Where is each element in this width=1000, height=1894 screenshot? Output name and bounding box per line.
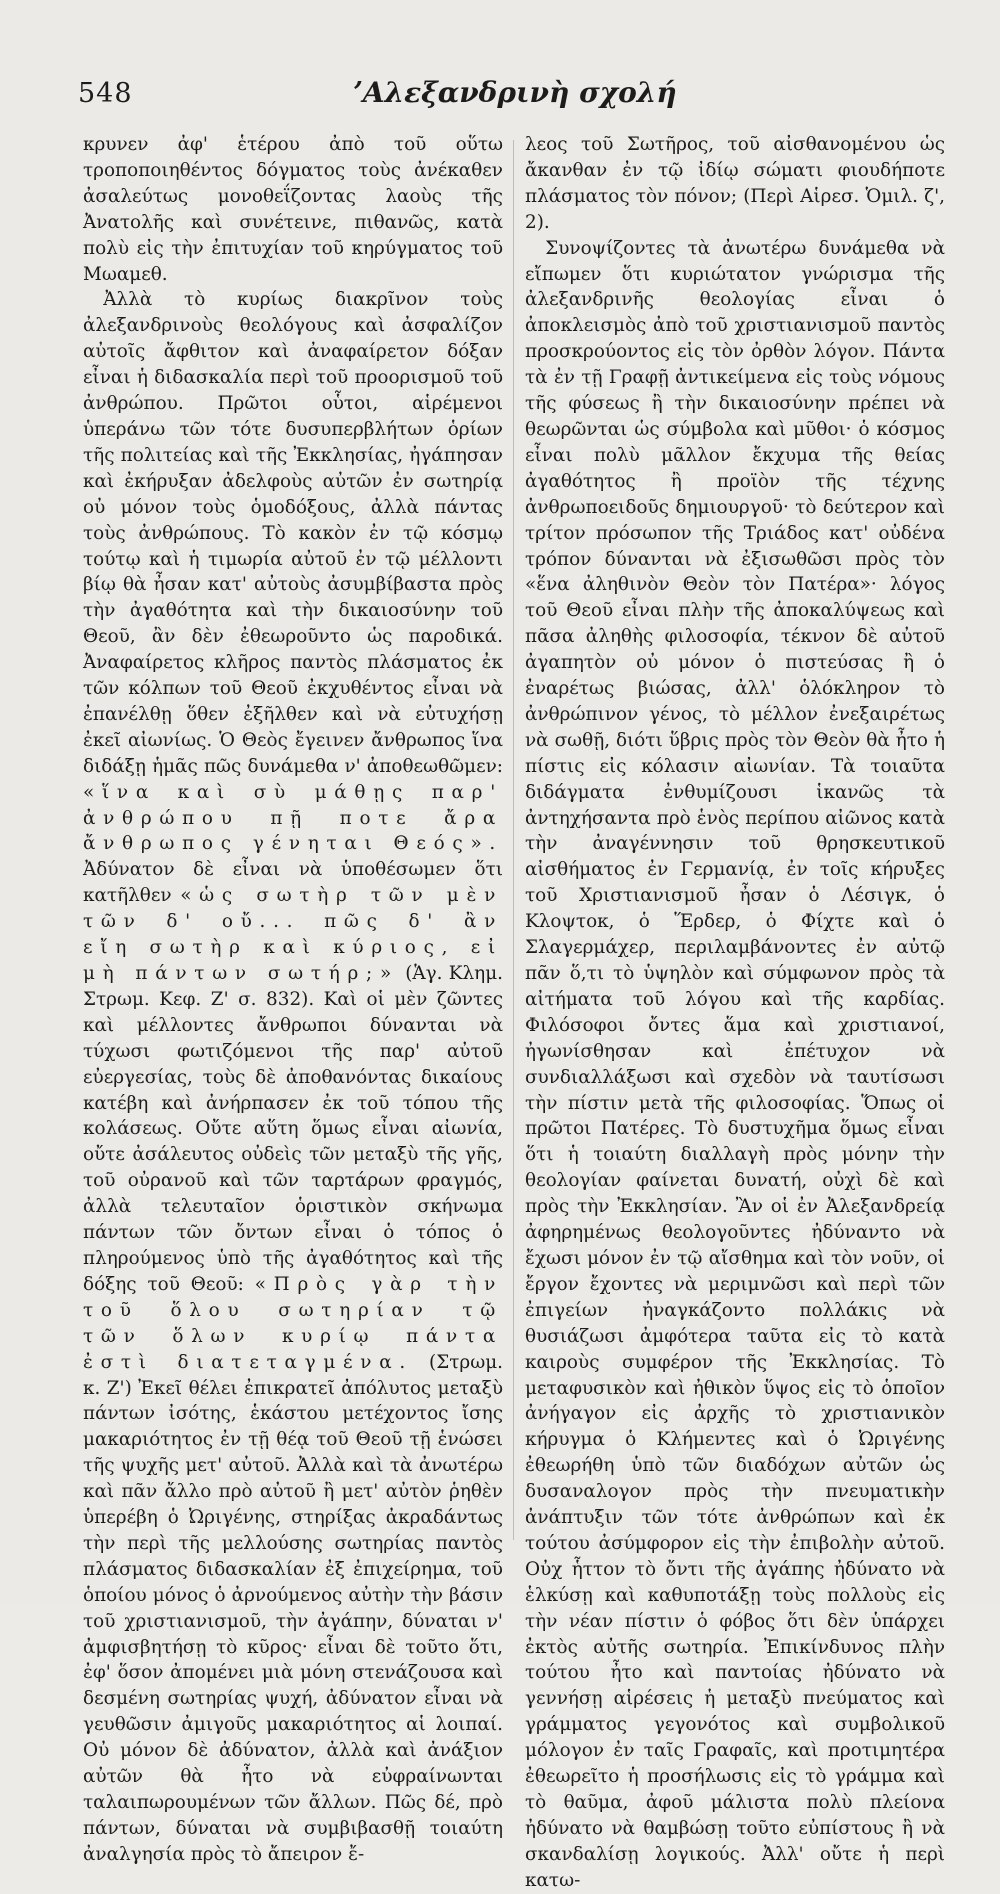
left-paragraph-1: κρυνεν ἀφ' ἑτέρου ἀπὸ τοῦ οὕτω τροποποιηθέντος δόγματος τοὺς ἀνέκαθεν ἀσαλεύτως μονοθεΐζοντας λαοὺς τῆς Ἀνατολῆς καὶ συνέτεινε, πιθανῶς, κατὰ πολὺ εἰς τὴν ἐπιτυχίαν τοῦ κηρύγματος τοῦ Μωαμεθ. bbox=[83, 134, 503, 285]
clement-quote-2: «ὡς σωτὴρ τῶν μὲν τῶν δ' οὔ... πῶς δ' ἂν εἴη σωτὴρ καὶ κύριος, εἰ μὴ πάντων σωτήρ;» bbox=[83, 885, 503, 984]
left-paragraph-2-text-b: Ἀδύνατον δὲ εἶναι νὰ ὑποθέσωμεν ὅτι κατῆλθεν bbox=[83, 859, 503, 907]
left-paragraph-2 bbox=[83, 287, 503, 1867]
clement-quote-3: «Πρὸς γὰρ τὴν τοῦ ὅλου σωτηρίαν τῷ τῶν ὅλων κυρίῳ πάντα ἐστὶ διατεταγμένα. bbox=[83, 1273, 503, 1373]
right-column bbox=[525, 132, 945, 1891]
running-title: ʼΑλεξανδρινὴ σχολή bbox=[353, 76, 677, 109]
page-number: 548 bbox=[78, 78, 133, 109]
right-paragraph-1: λεος τοῦ Σωτῆρος, τοῦ αἰσθανομένου ὡς ἄκανθαν ἐν τῷ ἰδίῳ σώματι φιουδήποτε πλάσματος τὸν πόνον; (Περὶ Αἱρεσ. Ὁμιλ. ζ', 2). bbox=[525, 134, 945, 233]
left-paragraph-2-text-d: (Στρωμ. κ. Ζ') Ἐκεῖ θέλει ἐπικρατεῖ ἀπόλυτος μεταξὺ πάντων ἰσότης, ἑκάστου μετέχοντος ἴσης μακαριότητος ἐν τῇ θέᾳ τοῦ Θεοῦ τῇ ἑνώσει τῆς ψυχῆς μετ' αὐτοῦ. Ἀλλὰ καὶ τὰ ἀνωτέρω καὶ πᾶν ἄλλο πρὸ αὐτοῦ ἢ μετ' αὐτὸν ῥηθὲν ὑπερέβη ὁ Ὠριγένης, στηρίξας ἀκραδάντως τὴν περὶ τῆς μελλούσης σωτηρίας παντὸς πλάσματος διδασκαλίαν ἐξ ἐπιχείρημα, τοῦ ὁποίου μόνος ὁ ἀρνούμενος αὐτὴν τὴν βάσιν τοῦ χριστιανισμοῦ, τὴν ἀγάπην, δύναται ν' ἀμφισβητήσῃ τὸ κῦρος· εἶναι δὲ τοῦτο ὅτι, ἐφ' ὅσον ἀπομένει μιὰ μόνη στενάζουσα καὶ δεσμένη σωτηρίας ψυχή, ἀδύνατον εἶναι νὰ γευθῶσιν ἀμιγοῦς μακαριότητος αἱ λοιπαί. Οὐ μόνον δὲ ἀδύνατον, ἀλλὰ καὶ ἀνάξιον αὐτῶν θὰ ἦτο νὰ εὐφραίνωνται ταλαιπωρουμένων τῶν ἄλλων. Πῶς δέ, πρὸ πάντων, δύναται νὰ συμβιβασθῇ τοιαύτη ἀναλγησία πρὸς τὸ ἄπειρον ἔ- bbox=[83, 1351, 503, 1865]
left-column bbox=[83, 132, 503, 1865]
page-header bbox=[78, 78, 928, 122]
column-divider bbox=[513, 140, 514, 1540]
clement-quote-1: «ἵνα καὶ σὺ μάθῃς παρ' ἀνθρώπου πῇ ποτε ἄρα ἄνθρωπος γένηται Θεός». bbox=[83, 781, 503, 855]
left-paragraph-2-text-a: Ἀλλὰ τὸ κυρίως διακρῖνον τοὺς ἀλεξανδρινοὺς θεολόγους καὶ ἀσφαλίζον αὐτοῖς ἄφθιτον καὶ ἀναφαίρετον δόξαν εἶναι ἡ διδασκαλία περὶ τοῦ προορισμοῦ τοῦ ἀνθρώπου. Πρῶτοι οὗτοι, αἱρέμενοι ὑπεράνω τῶν τότε δυσυπερβλήτων ὁρίων τῆς πολιτείας καὶ τῆς Ἐκκλησίας, ἠγάπησαν καὶ ἐκήρυξαν ἀδελφοὺς αὐτῶν ἐν σωτηρίᾳ οὐ μόνον τοὺς ὁμοδόξους, ἀλλὰ πάντας τοὺς ἀνθρώπους. Τὸ κακὸν ἐν τῷ κόσμῳ τούτῳ καὶ ἡ τιμωρία αὐτοῦ ἐν τῷ μέλλοντι βίῳ θὰ ἦσαν κατ' αὐτοὺς ἀσυμβίβαστα πρὸς τὴν ἀγαθότητα καὶ τὴν δικαιοσύνην τοῦ Θεοῦ, ἂν δὲν ἐθεωροῦντο ὡς παροδικά. Ἀναφαίρετος κλῆρος παντὸς πλάσματος ἐκ τῶν κόλπων τοῦ Θεοῦ ἐκχυθέντος εἶναι νὰ ἐπανέλθῃ ὅθεν ἐξῆλθεν καὶ νὰ εὐτυχήσῃ ἐκεῖ αἰωνίως. Ὁ Θεὸς ἔγεινεν ἄνθρωπος ἵνα διδάξῃ ἡμᾶς πῶς δυνάμεθα ν' ἀποθεωθῶμεν: bbox=[83, 289, 503, 777]
right-paragraph-2: Συνοψίζοντες τὰ ἀνωτέρω δυνάμεθα νὰ εἴπωμεν ὅτι κυριώτατον γνώρισμα τῆς ἀλεξανδρινῆς θεολογίας εἶναι ὁ ἀποκλεισμὸς ἀπὸ τοῦ χριστιανισμοῦ παντὸς προσκρούοντος εἰς τὸν ὀρθὸν λόγον. Πάντα τὰ ἐν τῇ Γραφῇ ἀντικείμενα εἰς τοὺς νόμους τῆς φύσεως ἢ τὴν δικαιοσύνην πρέπει νὰ θεωρῶνται ὡς σύμβολα καὶ μῦθοι· ὁ κόσμος εἶναι πολὺ μᾶλλον ἔκχυμα τῆς θείας ἀγαθότητος ἢ προϊὸν τῆς τέχνης ἀνθρωποειδοῦς δημιουργοῦ· τὸ δεύτερον καὶ τρίτον πρόσωπον τῆς Τριάδος κατ' οὐδένα τρόπον δύνανται νὰ ἐξισωθῶσι πρὸς τὸν «ἕνα ἀληθινὸν Θεὸν τὸν Πατέρα»· λόγος τοῦ Θεοῦ εἶναι πλὴν τῆς ἀποκαλύψεως καὶ πᾶσα ἀληθὴς φιλοσοφία, τέκνον δὲ αὐτοῦ ἀγαπητὸν οὐ μόνον ὁ πιστεύσας ἢ ὁ ἐναρέτως βιώσας, ἀλλ' ὁλόκληρον τὸ ἀνθρώπινον γένος, τὸ μέλλον ἐνεξαιρέτως νὰ σωθῇ, διότι ὕβρις πρὸς τὸν Θεὸν θὰ ἦτο ἡ πίστις εἰς κόλασιν αἰωνίαν. Τὰ τοιαῦτα διδάγματα ἐνθυμίζουσι ἱκανῶς τὰ ἀντηχήσαντα πρὸ ἑνὸς περίπου αἰῶνος κατὰ τὴν ἀναγέννησιν τοῦ θρησκευτικοῦ αἰσθήματος ἐν Γερμανίᾳ, ἐν τοῖς κήρυξες τοῦ Χριστιανισμοῦ ἦσαν ὁ Λέσιγκ, ὁ Κλοψτοκ, ὁ Ἕρδερ, ὁ Φίχτε καὶ ὁ Σλαγερμάχερ, περιλαμβάνοντες ἐν αὐτῷ πᾶν ὅ,τι τὸ ὑψηλὸν καὶ σύμφωνον πρὸς τὰ αἰτήματα τοῦ λόγου καὶ τῆς καρδίας. Φιλόσοφοι ὄντες ἅμα καὶ χριστιανοί, ἠγωνίσθησαν καὶ ἐπέτυχον νὰ συνδιαλλάξωσι καὶ σχεδὸν νὰ ταυτίσωσι τὴν πίστιν μετὰ τῆς φιλοσοφίας. Ὅπως οἱ πρῶτοι Πατέρες. Τὸ δυστυχῆμα ὅμως εἶναι ὅτι ἡ τοιαύτη διαλλαγὴ πρὸς μόνην τὴν θεολογίαν φαίνεται δυνατή, οὐχὶ δὲ καὶ πρὸς τὴν Ἐκκλησίαν. Ἂν οἱ ἐν Ἀλεξανδρείᾳ ἀφηρημένως θεολογοῦντες ἠδύναντο νὰ ἔχωσι μόνον ἐν τῷ αἴσθημα καὶ τὸν νοῦν, οἱ ἔργον ἔχοντες νὰ μεριμνῶσι καὶ περὶ τῶν ἐπιγείων ἠναγκάζοντο πολλάκις νὰ θυσιάζωσι ἀμφότερα ταῦτα εἰς τὸ κατὰ καιροὺς συμφέρον τῆς Ἐκκλησίας. Τὸ μεταφυσικὸν καὶ ἠθικὸν ὕψος εἰς τὸ ὁποῖον ἀνήγαγον εἰς ἀρχῆς τὸ χριστιανικὸν κήρυγμα ὁ Κλήμεντες καὶ ὁ Ὠριγένης ἐθεωρήθη ὑπὸ τῶν διαδόχων αὐτῶν ὡς δυσαναλογον πρὸς τὴν πνευματικὴν ἀνάπτυξιν τῶν τότε ἀνθρώπων καὶ ἐκ τούτου ἀσύμφορον εἰς τὴν ἐπιβολὴν αὐτοῦ. Οὐχ ἧττον τὸ ὄντι τῆς ἀγάπης ἠδύνατο νὰ ἑλκύσῃ καὶ καθυποτάξῃ τοὺς πολλοὺς εἰς τὴν νέαν πίστιν ὁ φόβος ὅτι δὲν ὑπάρχει ἐκτὸς αὐτῆς σωτηρία. Ἐπικίνδυνος πλὴν τούτου ἦτο καὶ παντοίας ἠδύνατο νὰ γεννήσῃ αἱρέσεις ἡ μεταξὺ πνεύματος καὶ γράμματος γεγονότος καὶ συμβολικοῦ μόλογον ἐν ταῖς Γραφαῖς, καὶ προτιμητέρα ἐθεωρεῖτο ἡ προσήλωσις εἰς τὸ γράμμα καὶ τὸ θαῦμα, ἀφοῦ μάλιστα πολὺ πλείονα ἠδύνατο νὰ θαμβώσῃ τοῦτο εὐπίστους ἢ νὰ σκανδαλίσῃ λογικούς. Ἀλλ' οὔτε ἡ περὶ κατω- bbox=[525, 237, 945, 1891]
left-paragraph-2-text-c: (Ἁγ. Κλημ. Στρωμ. Κεφ. Ζ' σ. 832). Καὶ οἱ μὲν ζῶντες καὶ μέλλοντες ἄνθρωποι δύνανται νὰ τύχωσι φωτιζόμενοι τῆς παρ' αὐτοῦ εὐεργεσίας, τοὺς δὲ ἀποθανόντας δικαίους κατέβη καὶ ἀνήρπασεν ἐκ τοῦ τόπου τῆς κολάσεως. Οὔτε αὕτη ὅμως εἶναι αἰωνία, οὔτε ἀσάλευτος οὐδεὶς τῶν μεταξὺ τῆς γῆς, τοῦ οὐρανοῦ καὶ τῶν ταρτάρων φραγμός, ἀλλὰ τελευταῖον ὁριστικὸν σκήνωμα πάντων τῶν ὄντων εἶναι ὁ τόπος ὁ πληρούμενος ὑπὸ τῆς ἀγαθότητος καὶ τῆς δόξης τοῦ Θεοῦ: bbox=[83, 963, 503, 1295]
